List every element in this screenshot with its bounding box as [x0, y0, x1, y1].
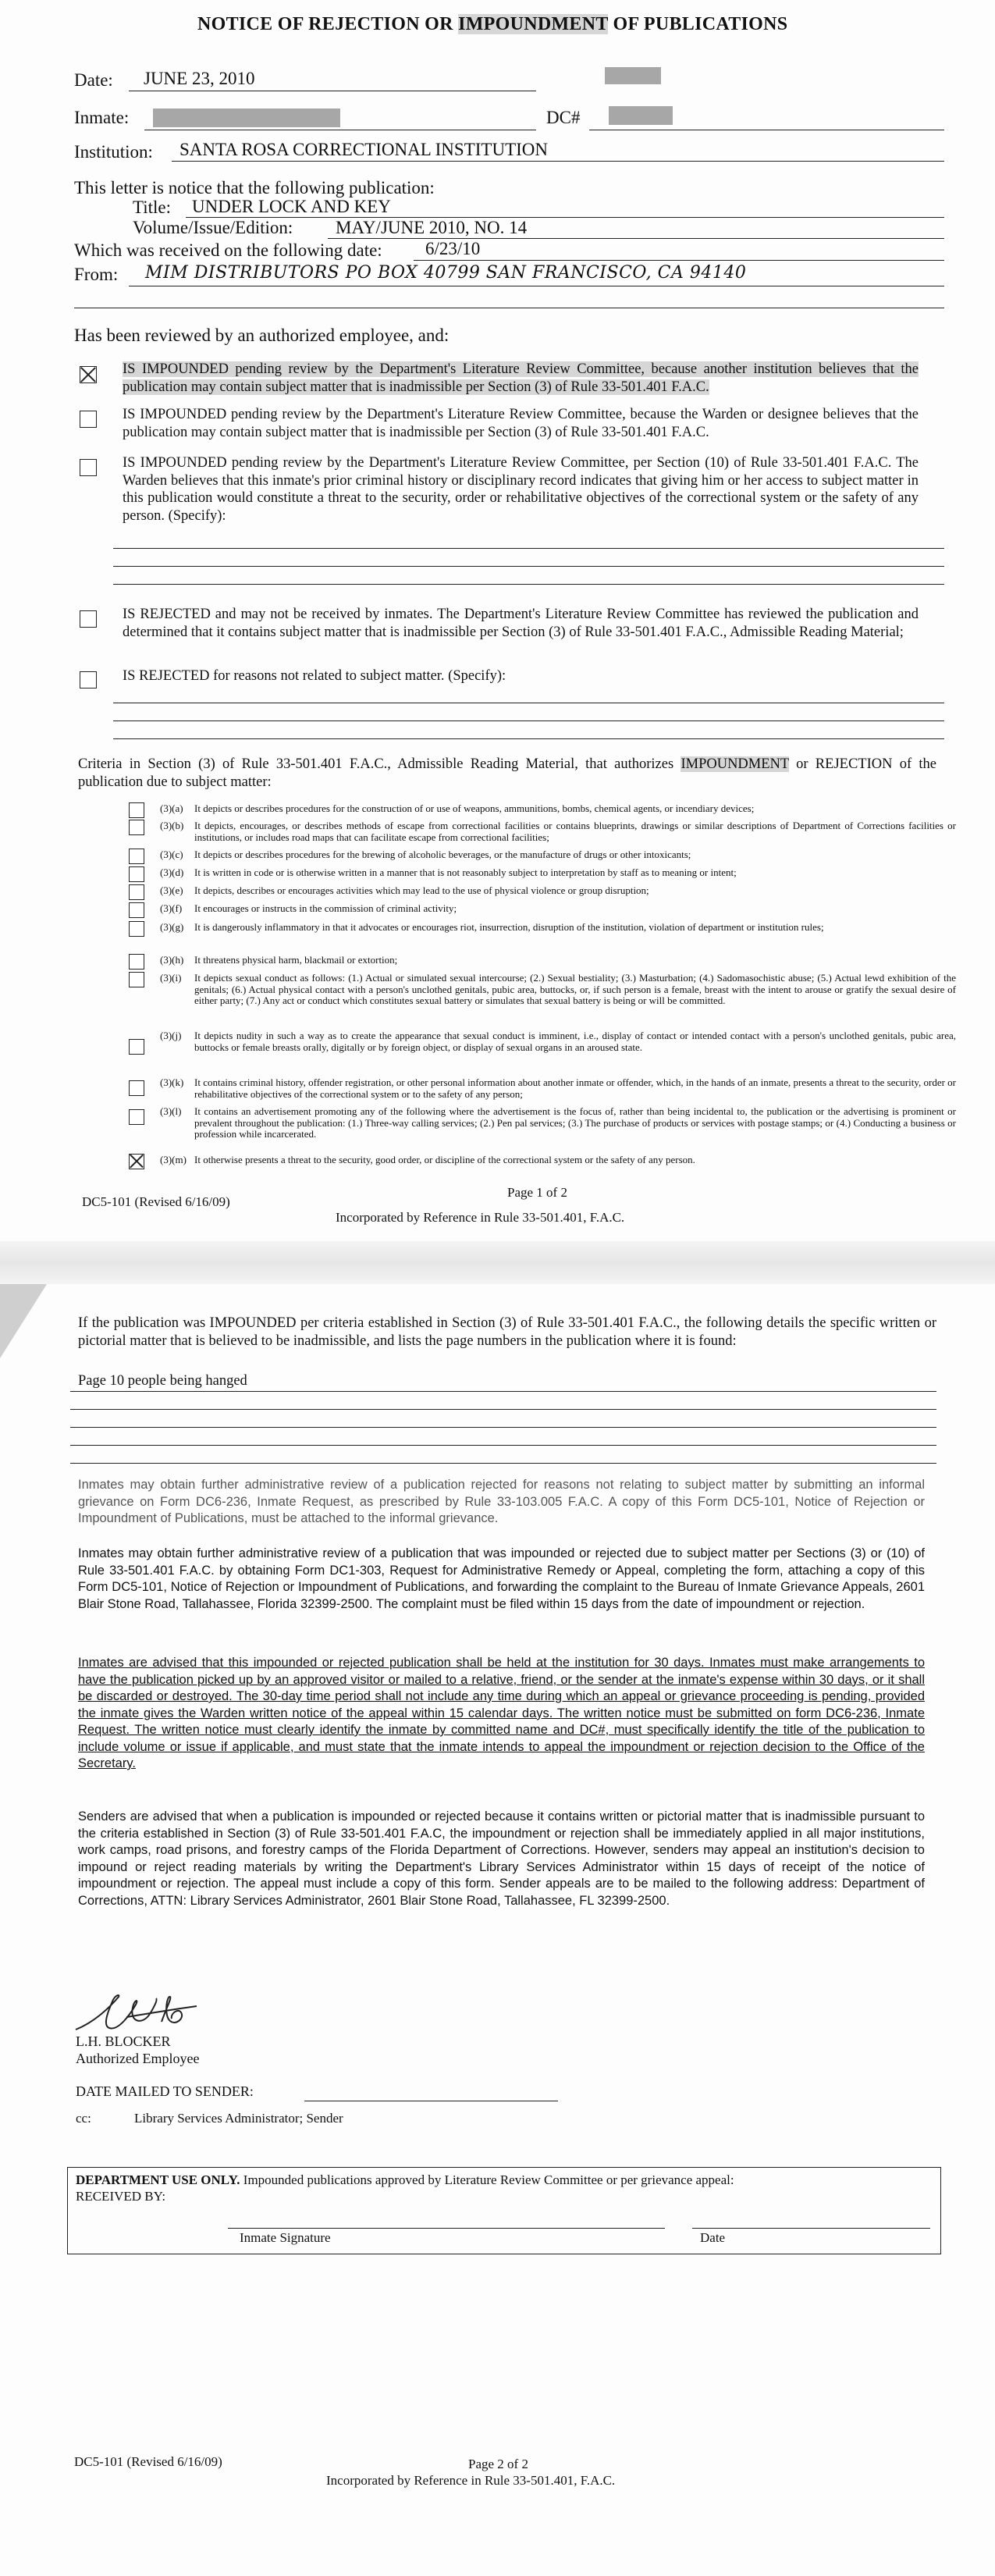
- option-2-checkbox[interactable]: [80, 411, 97, 428]
- criteria-3d-checkbox[interactable]: [129, 866, 144, 882]
- criteria-3f-checkbox[interactable]: [129, 902, 144, 918]
- option-4-checkbox[interactable]: [80, 610, 97, 628]
- finding-line: [70, 1463, 936, 1464]
- criteria-3h-checkbox[interactable]: [129, 954, 144, 970]
- option-2-text: IS IMPOUNDED pending review by the Department's Literature Review Committee, because the Warden or designee believes that the publication may contain subject matter that is inadmissible per Section (3) of Rule 33-501.401 F.A.C.: [123, 407, 919, 440]
- inmate-name-redaction: [153, 109, 340, 127]
- criteria-3c-checkbox[interactable]: [129, 849, 144, 864]
- department-use-text: DEPARTMENT USE ONLY. Impounded publications approved by Literature Review Committee or per grievance appeal:: [76, 2172, 734, 2187]
- date-mailed-label: DATE MAILED TO SENDER:: [76, 2083, 254, 2099]
- date-label: Date:: [74, 70, 113, 90]
- cc-label: cc:: [76, 2111, 91, 2126]
- fold-crease: [0, 1284, 47, 1358]
- publication-title-underline: [186, 217, 944, 218]
- publication-title-label: Title:: [133, 197, 172, 217]
- option-3-checkbox[interactable]: [80, 459, 97, 476]
- criteria-3a-checkbox[interactable]: [129, 802, 144, 818]
- page-title: NOTICE OF REJECTION OR IMPOUNDMENT OF PUBLICATIONS: [197, 14, 788, 34]
- finding-line: [70, 1409, 936, 1410]
- incorporated-reference-2: Incorporated by Reference in Rule 33-501.401, F.A.C.: [326, 2473, 616, 2488]
- inmate-label: Inmate:: [74, 108, 130, 127]
- signer-title: Authorized Employee: [76, 2051, 200, 2066]
- signature-icon: [72, 1991, 212, 2037]
- finding-line: [70, 1391, 936, 1392]
- criteria-3e-checkbox[interactable]: [129, 884, 144, 900]
- criteria-3g-checkbox[interactable]: [129, 921, 144, 937]
- criteria-3b-checkbox[interactable]: [129, 820, 144, 835]
- cc-value: Library Services Administrator; Sender: [134, 2111, 343, 2126]
- received-by-label: RECEIVED BY:: [76, 2189, 166, 2204]
- volume-underline: [328, 238, 944, 239]
- reviewed-text: Has been reviewed by an authorized employee, and:: [74, 326, 450, 345]
- page-number: Page 1 of 2: [507, 1185, 567, 1200]
- criteria-3m-checkbox[interactable]: [129, 1154, 144, 1169]
- option-5-checkbox[interactable]: [80, 671, 97, 688]
- finding-line: [70, 1427, 936, 1428]
- redaction-block: [605, 67, 661, 84]
- received-date-underline: [414, 260, 944, 261]
- paragraph-informal-grievance: Inmates may obtain further administrative review of a publication rejected for reasons not relating to subject matter by submitting an informal grievance on Form DC6-236, Inmate Request, as prescribed by Rule 33-103.005 F.A.C. A copy of this Form DC5-101, Notice of Rejection or Impoundment of Publications, must be attached to the informal grievance.: [78, 1478, 925, 1525]
- specify-line: [113, 584, 944, 585]
- from-value: MIM DISTRIBUTORS PO BOX 40799 SAN FRANCISCO, CA 94140: [145, 263, 747, 283]
- notice-page-1: NOTICE OF REJECTION OR IMPOUNDMENT OF PUBLICATIONS Date: JUNE 23, 2010 Inmate: DC# Institution: SANTA ROSA CORRECTIONAL INSTITUTION This letter is notice that the following publication: Title: UNDER LOCK AND KEY Volume/Issue/Edition: MAY/JUNE 2010, NO. 14 Which was received on the following date: 6/23/10 From: MIM DISTRIBUTORS PO BOX 40799 SAN FRANCISCO, CA 94140 Has been reviewed by an authorized employee, and: IS IMPOUNDED pending review by the Department's Literature Review Committee, because another institution believes that the publication may contain subject matter that is inadmissible per Section (3) of Rule 33-501.401 F.A.C. IS IMPOUNDED pending review by the Department's Literature Review Committee, because the Warden or designee believes that the publication may contain subject matter that is inadmissible per Section (3) of Rule 33-501.401 F.A.C. IS IMPOUNDED pending review by the Department's Literature Review Committee, per Section (10) of Rule 33-501.401 F.A.C. The Warden believes that this inmate's prior criminal history or disciplinary record indicates that giving him or her access to subject matter in this publication would constitute a threat to the security, order or rehabilitative objectives of the correctional system or the safety of any person. (Specify): IS REJECTED and may not be received by inmates. The Department's Literature Review Committee has reviewed the publication and determined that it contains subject matter that is inadmissible per Section (3) of Rule 33-501.401 F.A.C., Admissible Reading Material; IS REJECTED for reasons not related to subject matter. (Specify): Criteria in Section (3) of Rule 33-501.401 F.A.C., Admissible Reading Material, that authorizes IMPOUNDMENT or REJECTION of the publication due to subject matter: (3)(a) It depicts or describes procedures for the construction of or use of weapons, ammunitions, bombs, chemical agents, or incendiary devices; (3)(b) It depicts, encourages, or describes methods of escape from correctional facilities or contains blueprints, drawings or similar descriptions of Department of Corrections facilities or institutions, or includes road maps that can facilitate escape from correctional facilities; (3)(c) It depicts or describes procedures for the brewing of alcoholic beverages, or the manufacture of drugs or other intoxicants; (3)(d) It is written in code or is otherwise written in a manner that is not reasonably subject to interpretation by staff as to meaning or intent; (3)(e) It depicts, describes or encourages activities which may lead to the use of physical violence or group disruption; (3)(f) It encourages or instructs in the commission of criminal activity; (3)(g) It is dangerously inflammatory in that it advocates or encourages riot, insurrection, disruption of the institution, violation of department or institution rules; (3)(h) It threatens physical harm, blackmail or extortion; (3)(i) It depicts sexual conduct as follows: (1.) Actual or simulated sexual intercourse; (2.) Sexual bestiality; (3.) Masturbation; (4.) Sadomasochistic abuse; (5.) Actual lewd exhibition of the genitals; (6.) Actual physical contact with a person's unclothed genitals, pubic area, buttocks, or, if such person is a female, breast with the intent to arouse or gratify the sexual desire of either party; (7.) Any act or conduct which constitutes sexual battery or simulates that sexual battery is being or will be committed. (3)(j) It depicts nudity in such a way as to create the appearance that sexual conduct is imminent, i.e., display of contact or intended contact with a person's unclothed genitals, pubic area, buttocks or female breasts orally, digitally or by foreign object, or display of sexual organs in an aroused state. (3)(k) It contains criminal history, offender registration, or other personal information about another inmate or offender, which, in the hands of an inmate, presents a threat to the security, order or rehabilitative objectives of the correctional system or to the safety of any person; (3)(l) It contains an advertisement promoting any of the following where the advertisement is the focus of, rather than being incidental to, the publication or the advertising is prominent or prevalent throughout the publication: (1.) Three-way calling services; (2.) Pen pal services; (3.) The purchase of products or services with postage stamps; or (4.) Conducting a business or profession while incarcerated. (3)(m) It otherwise presents a threat to the security, good order, or discipline of the correctional system or the safety of any person. DC5-101 (Revised 6/16/09) Page 1 of 2 Incorporated by Reference in Rule 33-501.401, F.A.C.: [0, 0, 995, 1241]
- form-id: DC5-101 (Revised 6/16/09): [82, 1194, 230, 1209]
- form-id-page-2: DC5-101 (Revised 6/16/09): [74, 2454, 222, 2469]
- from-label: From:: [74, 265, 119, 284]
- criteria-3j-checkbox[interactable]: [129, 1039, 144, 1055]
- received-date-value: 6/23/10: [425, 239, 481, 258]
- finding-line: [70, 1445, 936, 1446]
- department-use-box: [67, 2167, 941, 2254]
- date-value: JUNE 23, 2010: [144, 69, 255, 88]
- dc-number-redaction: [609, 106, 673, 125]
- notice-page-2: [0, 1284, 995, 2576]
- date-line: [692, 2228, 930, 2229]
- criteria-3i-checkbox[interactable]: [129, 972, 144, 987]
- option-1-checkbox[interactable]: [80, 366, 97, 383]
- volume-label: Volume/Issue/Edition:: [133, 218, 293, 237]
- signer-name: L.H. BLOCKER: [76, 2033, 171, 2049]
- inmate-signature-line: [228, 2228, 665, 2229]
- dc-number-label: DC#: [546, 108, 581, 127]
- inmate-signature-label: Inmate Signature: [240, 2230, 331, 2245]
- option-5-text: IS REJECTED for reasons not related to subject matter. (Specify):: [123, 668, 506, 684]
- option-1-text: IS IMPOUNDED pending review by the Department's Literature Review Committee, because another institution believes that the publication may contain subject matter that is inadmissible per Section (3) of Rule 33-501.401 F.A.C.: [123, 361, 919, 395]
- publication-title-value: UNDER LOCK AND KEY: [192, 197, 391, 216]
- specify-line: [113, 738, 944, 739]
- intro-text: This letter is notice that the following publication:: [74, 178, 435, 197]
- specify-line: [113, 720, 944, 721]
- paragraph-holding-period: Inmates are advised that this impounded or rejected publication shall be held at the institution for 30 days. Inmates must make arrangements to have the publication picked up by an approved visitor or mailed to a relative, friend, or the sender at the inmate's expense within 30 days, or it shall be discarded or destroyed. The 30-day time period shall not include any time during which an appeal or grievance proceeding is pending, provided the inmate gives the Warden written notice of the appeal within 15 calendar days. The written notice must be submitted on form DC6-236, Inmate Request. The written notice must clearly identify the inmate by committed name and DC#, must specifically identify the title of the publication to include volume or issue if applicable, and must state that the inmate intends to appeal the impoundment or rejection decision to the Office of the Secretary.: [78, 1656, 925, 1770]
- criteria-3l-checkbox[interactable]: [129, 1109, 144, 1125]
- institution-underline: [172, 161, 944, 162]
- received-date-label: Which was received on the following date:: [74, 240, 382, 260]
- page-number-2: Page 2 of 2: [468, 2457, 528, 2471]
- finding-text: Page 10 people being hanged: [78, 1373, 247, 1389]
- institution-label: Institution:: [74, 142, 153, 162]
- incorporated-reference: Incorporated by Reference in Rule 33-501.401, F.A.C.: [336, 1210, 625, 1225]
- date-label-box: Date: [700, 2230, 726, 2245]
- criteria-intro: Criteria in Section (3) of Rule 33-501.401 F.A.C., Admissible Reading Material, that authorizes IMPOUNDMENT or REJECTION of the publication due to subject matter:: [78, 756, 936, 790]
- volume-value: MAY/JUNE 2010, NO. 14: [336, 218, 528, 237]
- impounded-intro: If the publication was IMPOUNDED per criteria established in Section (3) of Rule 33-501.401 F.A.C., the following details the specific written or pictorial matter that is believed to be inadmissible, and lists the page numbers in the publication where it is found:: [78, 1315, 936, 1349]
- paragraph-administrative-review: Inmates may obtain further administrative review of a publication that was impounded or rejected due to subject matter per Sections (3) or (10) of Rule 33-501.401 F.A.C. by obtaining Form DC1-303, Request for Administrative Remedy or Appeal, completing the form, attaching a copy of this Form DC5-101, Notice of Rejection or Impoundment of Publications, and forwarding the complaint to the Bureau of Inmate Grievance Appeals, 2601 Blair Stone Road, Tallahassee, Florida 32399-2500. The complaint must be filed within 15 days from the date of impoundment or rejection.: [78, 1546, 925, 1611]
- institution-value: SANTA ROSA CORRECTIONAL INSTITUTION: [179, 140, 549, 159]
- criteria-3k-checkbox[interactable]: [129, 1080, 144, 1096]
- specify-line: [113, 548, 944, 549]
- option-4-text: IS REJECTED and may not be received by inmates. The Department's Literature Review Committee has reviewed the publication and determined that it contains subject matter that is inadmissible per Section (3) of Rule 33-501.401 F.A.C., Admissible Reading Material;: [123, 607, 919, 640]
- page-separator: [0, 1241, 995, 1284]
- paragraph-senders: Senders are advised that when a publication is impounded or rejected because it contains written or pictorial matter that is inadmissible pursuant to the criteria established in Section (3) of Rule 33-501.401 F.A.C, the impoundment or rejection shall be immediately applied in all major institutions, work camps, road prisons, and forestry camps of the Florida Department of Corrections. However, senders may appeal an institution's decision to impound or reject reading materials by writing the Department's Library Services Administrator within 15 days of receipt of the notice of impoundment or rejection. The appeal must include a copy of this form. Sender appeals are to be mailed to the following address: Department of Corrections, ATTN: Library Services Administrator, 2601 Blair Stone Road, Tallahassee, FL 32399-2500.: [78, 1809, 925, 1908]
- specify-line: [113, 566, 944, 567]
- option-3-text: IS IMPOUNDED pending review by the Department's Literature Review Committee, per Section (10) of Rule 33-501.401 F.A.C. The Warden believes that this inmate's prior criminal history or disciplinary record indicates that giving him or her access to subject matter in this publication would constitute a threat to the security, order or rehabilitative objectives of the correctional system or the safety of any person. (Specify):: [123, 455, 919, 524]
